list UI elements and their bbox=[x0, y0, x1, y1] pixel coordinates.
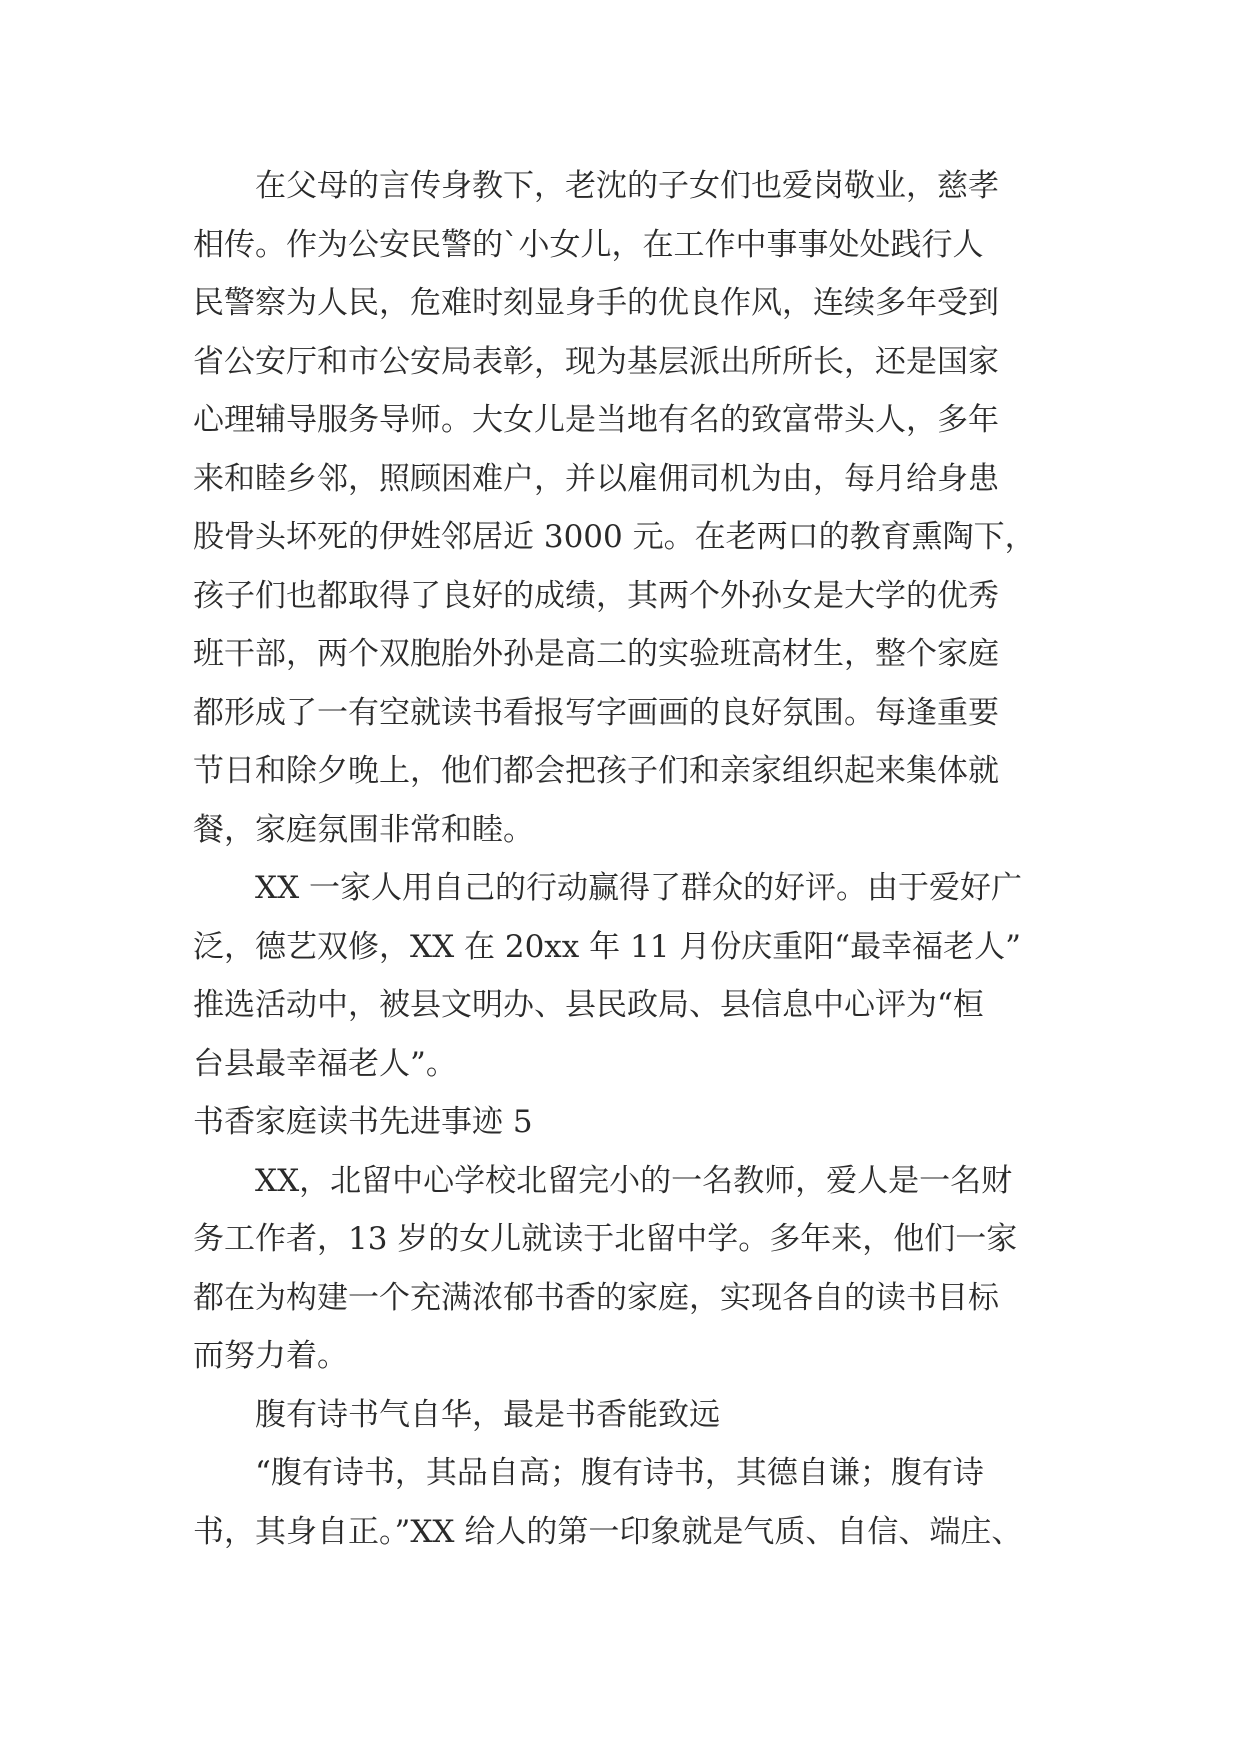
text-line: 腹有诗书气自华，最是书香能致远 bbox=[255, 1396, 720, 1433]
text-line: “腹有诗书，其品自高；腹有诗书，其德自谦；腹有诗 bbox=[255, 1455, 984, 1491]
text-line: 务工作者，13 岁的女儿就读于北留中学。多年来，他们一家 bbox=[193, 1221, 1018, 1257]
text-line: 泛，德艺双修，XX 在 20xx 年 11 月份庆重阳“最幸福老人” bbox=[193, 928, 1021, 965]
text-line: 民警察为人民，危难时刻显身手的优良作风，连续多年受到 bbox=[193, 285, 999, 321]
text-line: 心理辅导服务导师。大女儿是当地有名的致富带头人，多年 bbox=[193, 402, 999, 438]
text-line: 台县最幸福老人”。 bbox=[193, 1045, 457, 1082]
text-line: 省公安厅和市公安局表彰，现为基层派出所所长，还是国家 bbox=[193, 343, 999, 380]
text-line: 孩子们也都取得了良好的成绩，其两个外孙女是大学的优秀 bbox=[193, 577, 999, 614]
text-line: 节日和除夕晚上，他们都会把孩子们和亲家组织起来集体就 bbox=[193, 753, 999, 789]
text-line: 都形成了一有空就读书看报写字画画的良好氛围。每逢重要 bbox=[193, 694, 999, 731]
text-line: 相传。作为公安民警的`小女儿，在工作中事事处处践行人 bbox=[193, 226, 984, 263]
text-line: 餐，家庭氛围非常和睦。 bbox=[193, 811, 534, 848]
text-line: 来和睦乡邻，照顾困难户，并以雇佣司机为由，每月给身患 bbox=[193, 460, 999, 497]
text-line: 推选活动中，被县文明办、县民政局、县信息中心评为“桓 bbox=[193, 987, 984, 1023]
text-line: 书香家庭读书先进事迹 5 bbox=[193, 1104, 533, 1140]
text-line: 股骨头坏死的伊姓邻居近 3000 元。在老两口的教育熏陶下， bbox=[193, 519, 1036, 555]
text-line: 在父母的言传身教下，老沈的子女们也爱岗敬业，慈孝 bbox=[255, 168, 999, 204]
text-line: XX 一家人用自己的行动赢得了群众的好评。由于爱好广 bbox=[255, 870, 1022, 906]
text-line: 都在为构建一个充满浓郁书香的家庭，实现各自的读书目标 bbox=[193, 1279, 999, 1316]
text-line: 而努力着。 bbox=[193, 1338, 348, 1374]
text-line: XX，北留中心学校北留完小的一名教师，爱人是一名财 bbox=[255, 1162, 1013, 1199]
document-body bbox=[193, 157, 1073, 1561]
text-line: 班干部，两个双胞胎外孙是高二的实验班高材生，整个家庭 bbox=[193, 636, 999, 672]
text-line: 书，其身自正。”XX 给人的第一印象就是气质、自信、端庄、 bbox=[193, 1513, 1023, 1550]
